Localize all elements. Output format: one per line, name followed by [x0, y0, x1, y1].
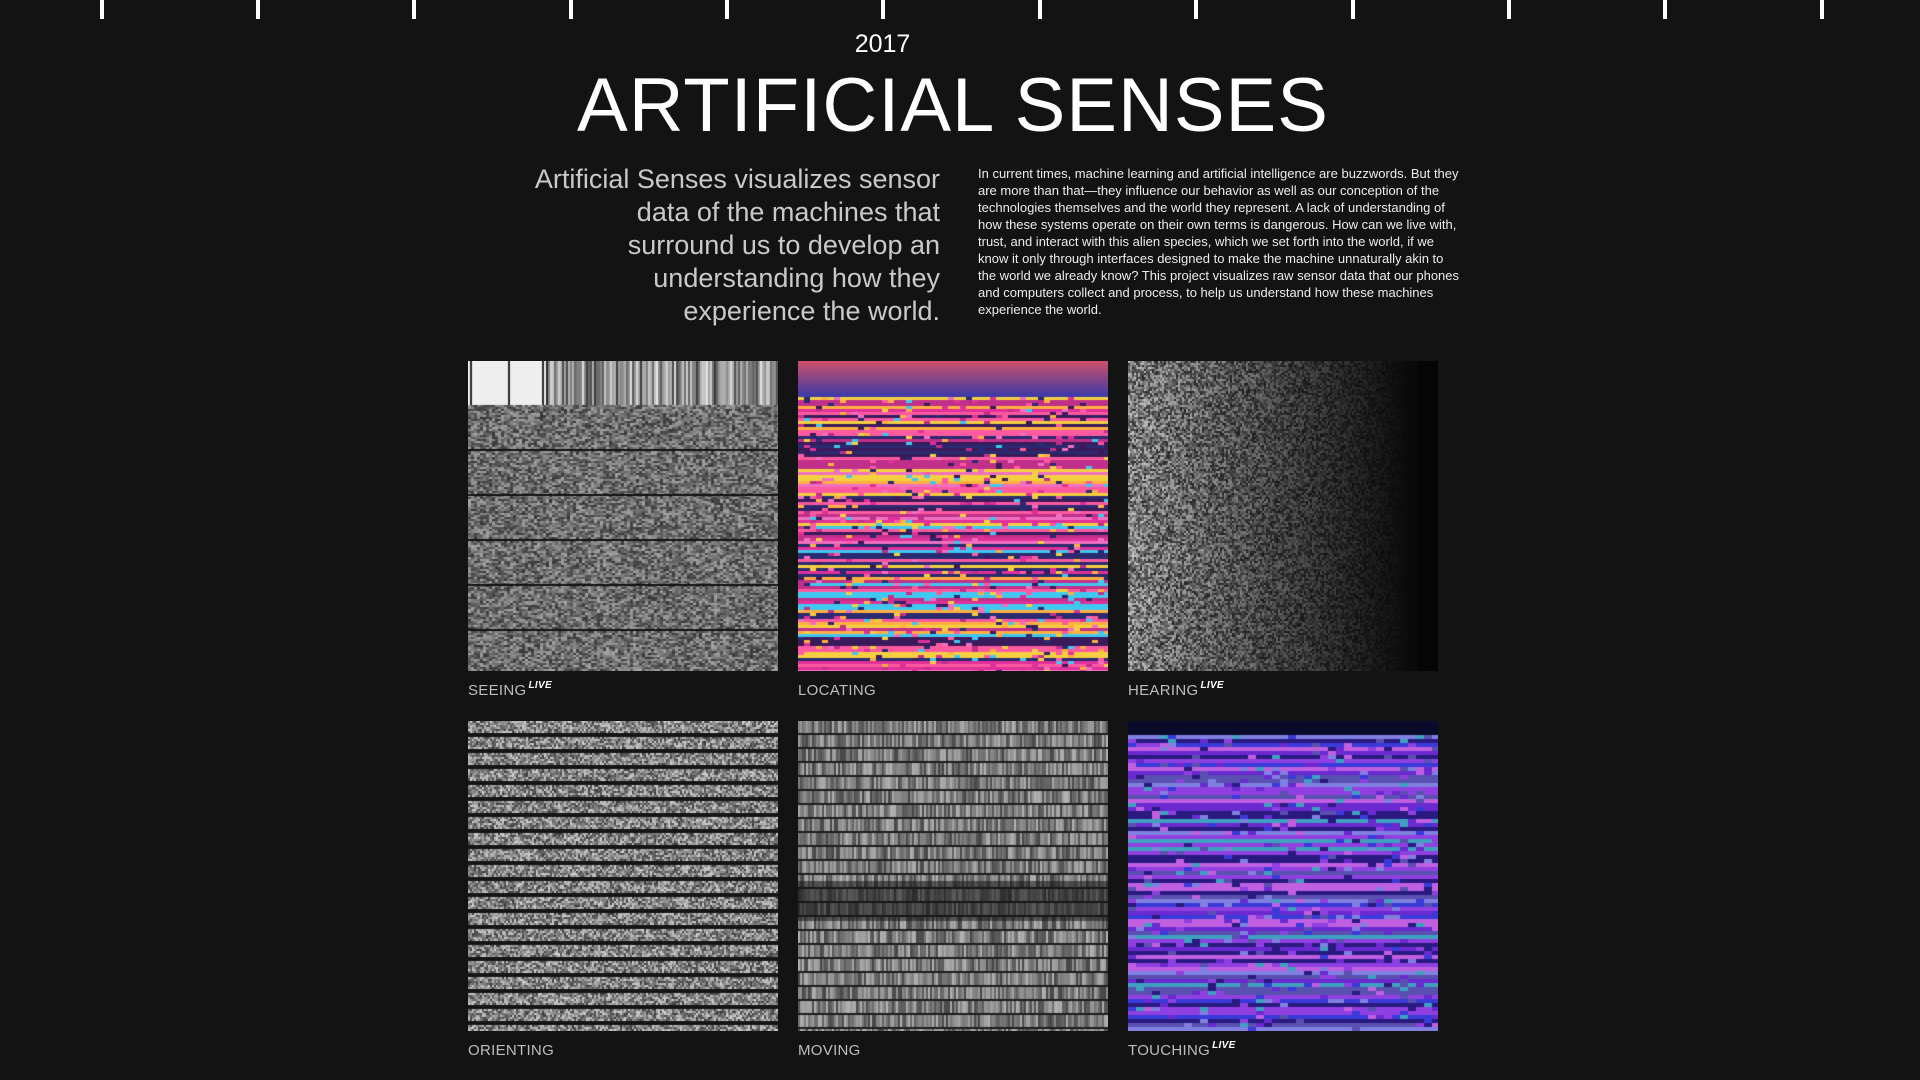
tile-label[interactable] — [468, 680, 778, 699]
timeline-tick[interactable] — [1663, 0, 1667, 19]
live-badge: LIVE — [528, 680, 552, 691]
live-badge: LIVE — [1200, 680, 1224, 691]
tile-label[interactable] — [1128, 1040, 1438, 1059]
timeline-tick[interactable] — [881, 0, 885, 19]
touching-visualization[interactable] — [1128, 721, 1438, 1031]
timeline-ruler[interactable] — [0, 0, 1920, 22]
tile-title: TOUCHING — [1128, 1042, 1211, 1059]
timeline-tick[interactable] — [1507, 0, 1511, 19]
tile-title: SEEING — [468, 682, 527, 699]
tile-seeing[interactable] — [468, 361, 778, 699]
orienting-visualization[interactable] — [468, 721, 778, 1031]
timeline-tick[interactable] — [569, 0, 573, 19]
tile-label[interactable] — [798, 680, 1108, 699]
timeline-tick[interactable] — [100, 0, 104, 19]
tile-touching[interactable] — [1128, 721, 1438, 1059]
timeline-tick[interactable] — [1351, 0, 1355, 19]
timeline-tick[interactable] — [1038, 0, 1042, 19]
intro-body: In current times, machine learning and artificial intelligence are buzzwords. But they are more than that—they influence our behavior as well as our conception of the technologies themselves and the world they represent. A lack of understanding of how these systems operate on their own terms is dangerous. How can we live with, trust, and interact with this alien species, which we set forth into the world, if we know it only through interfaces designed to make the machine unnaturally akin to the world we already know? This project visualizes raw sensor data that our phones and computers collect and process, to help us understand how these machines experience the world. — [978, 166, 1460, 317]
tile-label[interactable] — [798, 1040, 1108, 1059]
seeing-visualization[interactable] — [468, 361, 778, 671]
timeline-tick[interactable] — [1194, 0, 1198, 19]
timeline-tick[interactable] — [256, 0, 260, 19]
project-year: 2017 — [854, 30, 911, 58]
intro-lede: Artificial Senses visualizes sensor data of the machines that surround us to develop an understanding how they experience the world. — [534, 164, 940, 326]
tile-title: HEARING — [1128, 682, 1199, 699]
timeline-tick[interactable] — [1820, 0, 1824, 19]
tile-label[interactable] — [1128, 680, 1438, 699]
moving-visualization[interactable] — [798, 721, 1108, 1031]
tile-title: LOCATING — [798, 682, 876, 699]
hearing-visualization[interactable] — [1128, 361, 1438, 671]
timeline-tick[interactable] — [412, 0, 416, 19]
timeline-tick[interactable] — [725, 0, 729, 19]
tile-title: ORIENTING — [468, 1042, 555, 1059]
tile-moving[interactable] — [798, 721, 1108, 1059]
tile-label[interactable] — [468, 1040, 778, 1059]
tile-hearing[interactable] — [1128, 361, 1438, 699]
locating-visualization[interactable] — [798, 361, 1108, 671]
tile-title: MOVING — [798, 1042, 861, 1059]
live-badge: LIVE — [1212, 1040, 1236, 1051]
tile-orienting[interactable] — [468, 721, 778, 1059]
tile-locating[interactable] — [798, 361, 1108, 699]
page-title: ARTIFICIAL SENSES — [577, 63, 1329, 148]
